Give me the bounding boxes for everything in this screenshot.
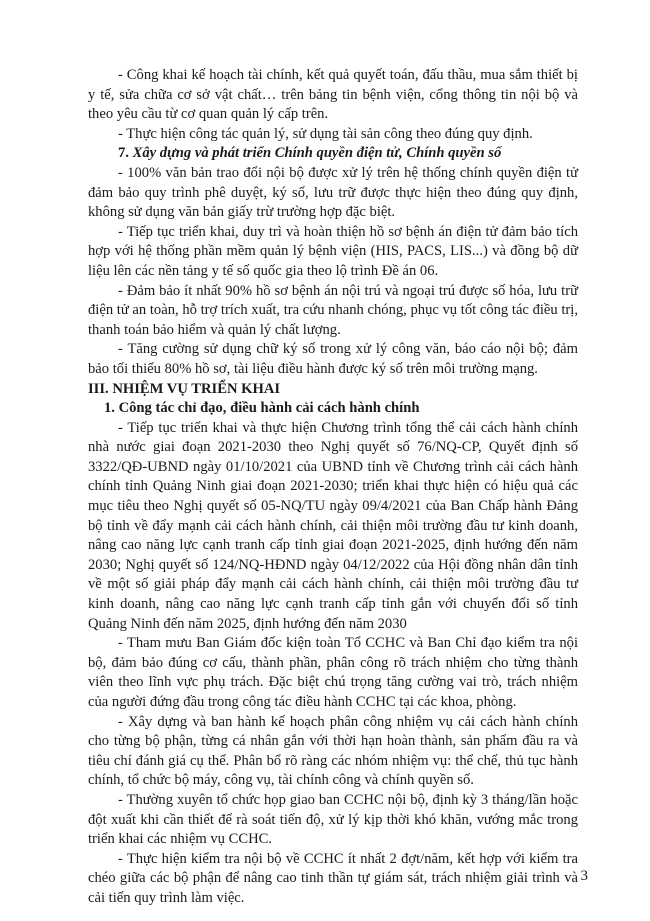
paragraph: - 100% văn bản trao đổi nội bộ được xử lý trên hệ thống chính quyền điện tử đảm bảo quy trình phê duyệt, ký số, lưu trữ được thực hiện theo đúng quy định, không sử dụng văn bản giấy trừ trường hợp đặc biệt. <box>88 164 578 221</box>
paragraph: - Thực hiện kiểm tra nội bộ về CCHC ít nhất 2 đợt/năm, kết hợp với kiểm tra chéo giữa các bộ phận để nâng cao tinh thần tự giám sát, trách nhiệm giải trình và cải tiến quy trình làm việc. <box>88 850 578 906</box>
paragraph: - Tham mưu Ban Giám đốc kiện toàn Tổ CCHC và Ban Chỉ đạo kiểm tra nội bộ, đảm bảo đúng cơ cấu, thành phần, phân công rõ trách nhiệm cho từng thành viên theo lĩnh vực phụ trách. Đặc biệt chú trọng tăng cường vai trò, trách nhiệm của người đứng đầu trong công tác điều hành CCHC tại các khoa, phòng. <box>88 635 578 710</box>
paragraph: - Đảm bảo ít nhất 90% hồ sơ bệnh án nội trú và ngoại trú được số hóa, lưu trữ điện tử an toàn, hỗ trợ trích xuất, tra cứu nhanh chóng, phục vụ tốt công tác điều trị, thanh toán bảo hiểm và quản lý chất lượng. <box>88 282 578 338</box>
subsection-heading: 1. Công tác chỉ đạo, điều hành cải cách hành chính <box>104 400 420 417</box>
heading-number: 7. <box>118 145 129 162</box>
heading-item-7 <box>88 144 578 164</box>
heading-title: Xây dựng và phát triển Chính quyền điện tử, Chính quyền số <box>132 145 502 162</box>
paragraph: - Thường xuyên tổ chức họp giao ban CCHC nội bộ, định kỳ 3 tháng/lần hoặc đột xuất khi cần thiết để rà soát tiến độ, xử lý kịp thời khó khăn, vướng mắc trong triển khai các nhiệm vụ CCHC. <box>88 791 578 848</box>
paragraph: - Tiếp tục triển khai, duy trì và hoàn thiện hồ sơ bệnh án điện tử đảm bảo tích hợp với hệ thống phần mềm quản lý bệnh viện (HIS, PACS, LIS...) và đồng bộ dữ liệu lên các nền tảng y tế số quốc gia theo lộ trình Đề án 06. <box>88 223 578 279</box>
paragraph: - Tiếp tục triển khai và thực hiện Chương trình tổng thể cải cách hành chính nhà nước giai đoạn 2021-2030 theo Nghị quyết số 76/NQ-CP, Quyết định số 3322/QĐ-UBND ngày 01/10/2021 của UBND tỉnh về Chương trình cải cách hành chính tỉnh Quảng Ninh giai đoạn 2021-2030; triển khai thực hiện có hiệu quả các mục tiêu theo Nghị quyết số 05-NQ/TU ngày 09/4/2021 của Ban Chấp hành Đảng bộ tỉnh về đẩy mạnh cải cách hành chính, cải thiện môi trường đầu tư kinh doanh, nâng cao năng lực cạnh tranh cấp tỉnh giai đoạn 2021-2025, định hướng đến năm 2030; Nghị quyết số 124/NQ-HĐND ngày 04/12/2022 của Hội đồng nhân dân tỉnh về một số giải pháp đẩy mạnh cải cách hành chính, cải thiện môi trường đầu tư kinh doanh, nâng cao năng lực cạnh tranh cấp tỉnh gắn với chuyển đổi số tỉnh Quảng Ninh đến năm 2025, định hướng đến năm 2030 <box>88 419 578 632</box>
paragraph: - Công khai kế hoạch tài chính, kết quả quyết toán, đấu thầu, mua sắm thiết bị y tế, sửa chữa cơ sở vật chất… trên bảng tin bệnh viện, cổng thông tin nội bộ và theo yêu cầu từ cơ quan quản lý cấp trên. <box>88 67 578 123</box>
paragraph: - Xây dựng và ban hành kế hoạch phân công nhiệm vụ cải cách hành chính cho từng bộ phận, từng cá nhân gắn với thời hạn hoàn thành, sản phẩm đầu ra và tiêu chí đánh giá cụ thể. Phân bổ rõ ràng các nhóm nhiệm vụ: thể chế, thủ tục hành chính, tổ chức bộ máy, công vụ, tài chính công và chính quyền số. <box>88 713 578 789</box>
paragraph: - Tăng cường sử dụng chữ ký số trong xử lý công văn, báo cáo nội bộ; đảm bảo tối thiểu 80% hồ sơ, tài liệu điều hành được ký số trên môi trường mạng. <box>88 341 578 377</box>
paragraph: - Thực hiện công tác quản lý, sử dụng tài sản công theo đúng quy định. <box>118 125 533 142</box>
section-heading: III. NHIỆM VỤ TRIỂN KHAI <box>88 380 281 397</box>
page-number: 3 <box>580 868 588 885</box>
